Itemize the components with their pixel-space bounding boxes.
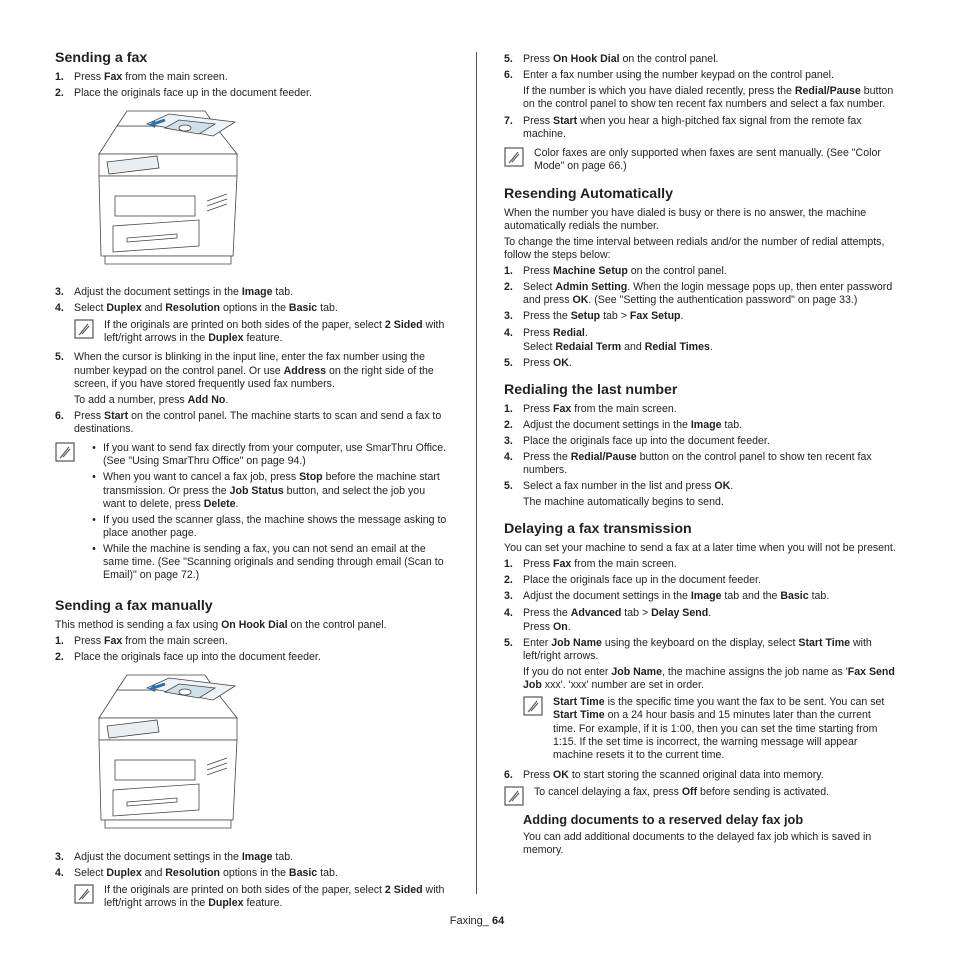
step-4-sub: Select Redaial Term and Redial Times. — [523, 340, 713, 353]
subsection — [523, 812, 896, 857]
left-column — [55, 50, 447, 916]
step-2: 2. Place the originals face up in the document feeder. — [55, 86, 312, 99]
paragraph: You can add additional documents to the delayed fax job which is saved in memory. — [523, 830, 872, 857]
step-6-sub: If the number is which you have dialed recently, press the Redial/Pause button on the control panel to show ten recent fax numbers and select a fax number. — [523, 85, 894, 111]
note: If the originals are printed on both sides of the paper, select 2 Sided with left/right arrows in the Duplex feature. — [74, 319, 447, 345]
step-4-sub: Press On. — [523, 620, 571, 633]
note: Start Time is the specific time you want the fax to be sent. You can set Start Time on a 24 hour basis and 15 minutes later than the current time. For example, if it is 1:00, then you can set the time starting from 1:15. If the set time is incorrect, the warning message will appear machine resets it to the current time. — [523, 696, 896, 762]
paragraph: To change the time interval between redials and/or the number of redial attempts, follow the steps below: — [504, 235, 885, 261]
step-4: 4. Press Redial. — [504, 326, 588, 339]
step-1: 1. Press Fax from the main screen. — [504, 558, 677, 571]
step-5-sub: The machine automatically begins to send. — [523, 496, 724, 509]
step-2: 2. Select Admin Setting. When the login message pops up, then enter password and press OK. (See "Setting the authentication password" on page 33.) — [504, 281, 893, 307]
step-2: 2. Place the originals face up into the document feeder. — [55, 651, 321, 664]
step-1: 1. Press Fax from the main screen. — [504, 402, 677, 415]
page-number: 64 — [491, 915, 505, 927]
step-6: 6. Enter a fax number using the number keypad on the control panel. — [504, 69, 834, 82]
step-2: 2. Adjust the document settings in the Image tab. — [504, 418, 743, 431]
bullet-item: • If you used the scanner glass, the machine shows the message asking to place another page. — [92, 513, 447, 539]
step-2: 2. Place the originals face up in the document feeder. — [504, 574, 761, 587]
right-column — [504, 53, 896, 860]
step-6: 6. Press OK to start storing the scanned original data into memory. — [504, 768, 824, 781]
step-5: 5. Press OK. — [504, 356, 572, 369]
bullet-item: • If you want to send fax directly from your computer, use SmarThru Office. (See "Using SmarThru Office" on page 94.) — [92, 442, 447, 468]
step-1: 1. Press Fax from the main screen. — [55, 635, 228, 648]
step-5-sub: To add a number, press Add No. — [74, 393, 229, 406]
note-bullets — [55, 442, 447, 585]
section-title-delaying-a-fax-transmission: Delaying a fax transmission — [504, 521, 692, 538]
section-title-resending-automatically: Resending Automatically — [504, 186, 673, 202]
step-5: 5. When the cursor is blinking in the input line, enter the fax number using the number keypad on the control panel. Or use Address on the right side of the screen, if you have stored frequently used fax numbers. — [55, 351, 434, 390]
step-1: 1. Press Machine Setup on the control panel. — [504, 265, 727, 278]
bullet-item: • When you want to cancel a fax job, press Stop before the machine start transmission. Or press the Job Status button, and select the job you want to delete, press Delete. — [92, 471, 440, 510]
intro-text: You can set your machine to send a fax at a later time when you will not be present. — [504, 542, 896, 555]
step-6: 6. Press Start on the control panel. The machine starts to scan and send a fax to destinations. — [55, 409, 442, 436]
step-1: 1. Press Fax from the main screen. — [55, 70, 228, 83]
step-7: 7. Press Start when you hear a high-pitched fax signal from the remote fax machine. — [504, 114, 862, 140]
printer-illustration — [87, 670, 447, 844]
page-footer — [0, 915, 954, 929]
step-4: 4. Select Duplex and Resolution options in the Basic tab. — [55, 866, 338, 879]
bullet-item: • While the machine is sending a fax, you can not send an email at the same time. (See "Scanning originals and sending through email (Scan to Email)" on page 72.) — [92, 543, 444, 582]
section-title-redialing-the-last-number: Redialing the last number — [504, 381, 678, 398]
section-title-sending-a-fax: Sending a fax — [55, 50, 148, 66]
note: To cancel delaying a fax, press Off before sending is activated. — [504, 786, 896, 806]
step-4: 4. Press the Advanced tab > Delay Send. — [504, 606, 712, 619]
step-5: 5. Press On Hook Dial on the control panel. — [504, 53, 719, 65]
note-pencil-icon — [504, 147, 524, 167]
step-3: 3. Adjust the document settings in the Image tab and the Basic tab. — [504, 590, 830, 603]
note: Color faxes are only supported when faxes are sent manually. (See "Color Mode" on page 66.) — [504, 147, 896, 173]
paragraph: When the number you have dialed is busy or there is no answer, the machine automatically redials the number. — [504, 206, 867, 232]
section-title-sending-a-fax-manually: Sending a fax manually — [55, 598, 213, 615]
step-3: 3. Adjust the document settings in the Image tab. — [55, 850, 294, 863]
step-4: 4. Select Duplex and Resolution options in the Basic tab. — [55, 302, 338, 315]
step-3: 3. Press the Setup tab > Fax Setup. — [504, 310, 684, 323]
printer-feeder-icon — [87, 670, 247, 840]
step-3: 3. Place the originals face up into the document feeder. — [504, 434, 770, 447]
note-pencil-icon — [523, 696, 543, 716]
note-pencil-icon — [55, 442, 75, 462]
note-pencil-icon — [74, 884, 94, 904]
note: If the originals are printed on both sides of the paper, select 2 Sided with left/right arrows in the Duplex feature. — [74, 884, 447, 910]
subsection-title: Adding documents to a reserved delay fax job — [523, 812, 804, 828]
column-divider — [476, 52, 477, 894]
footer-label: Faxing_ — [449, 915, 489, 927]
intro-text: This method is sending a fax using On Hook Dial on the control panel. — [55, 619, 387, 632]
printer-feeder-icon — [87, 106, 247, 276]
note-pencil-icon — [504, 786, 524, 806]
printer-illustration — [87, 106, 447, 280]
step-5: 5. Select a fax number in the list and press OK. — [504, 480, 734, 493]
step-5: 5. Enter Job Name using the keyboard on the display, select Start Time with left/right arrows. — [504, 636, 872, 662]
step-3: 3. Adjust the document settings in the Image tab. — [55, 285, 294, 298]
step-5-sub: If you do not enter Job Name, the machine assigns the job name as 'Fax Send Job xxx'. 'xxx' number are set in order. — [523, 666, 895, 692]
note-pencil-icon — [74, 319, 94, 339]
step-4: 4. Press the Redial/Pause button on the control panel to show ten recent fax numbers. — [504, 450, 872, 477]
